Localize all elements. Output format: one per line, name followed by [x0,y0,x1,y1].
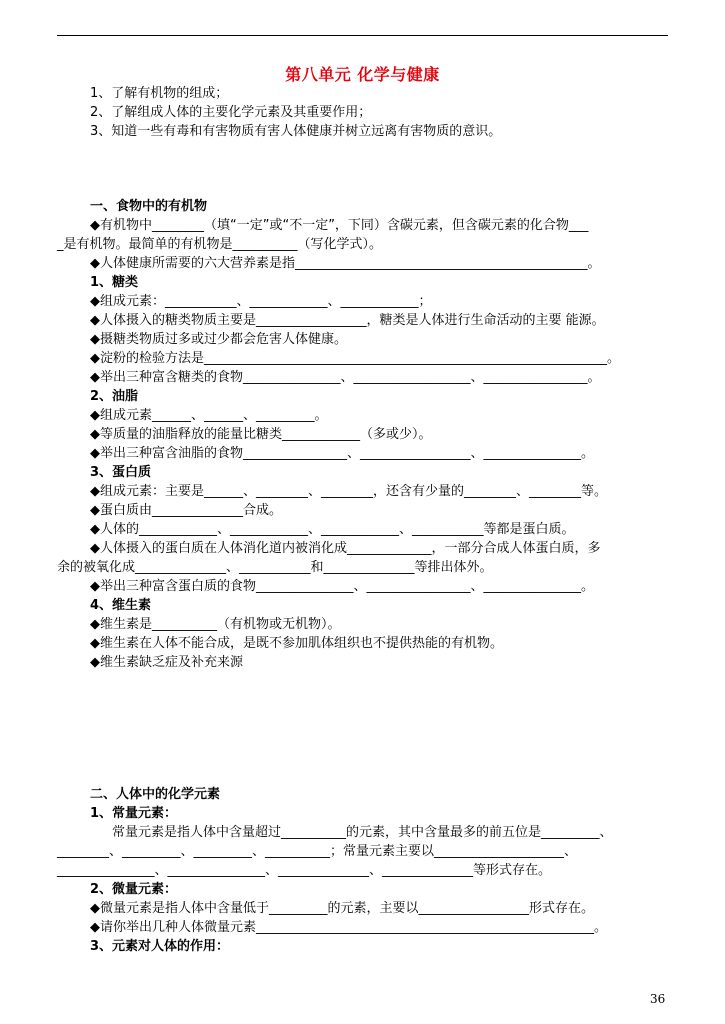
fat-line-1: ◆组成元素______、______、_________。 [90,408,328,423]
subheading-protein: 3、蛋白质 [90,465,152,480]
page-number: 36 [650,992,666,1006]
fat-line-2: ◆等质量的油脂释放的能量比糖类____________（多或少）。 [90,427,432,442]
sugar-line-4: ◆淀粉的检验方法是______________________________________________________________。 [90,351,620,366]
objective-3: 3、知道一些有毒和有害物质有害人体健康并树立远离有害物质的意识。 [90,124,502,139]
protein-line-1: ◆组成元素：主要是______、________、________，还含有少量的________、________等。 [90,484,607,499]
intro-line-2: _是有机物。最简单的有机物是__________（写化学式）。 [57,237,383,252]
subheading-trace: 2、微量元素： [90,882,178,897]
vitamin-line-1: ◆维生素是__________（有机物或无机物）。 [90,617,341,632]
fat-line-3: ◆举出三种富含油脂的食物________________、_________________、_______________。 [90,446,594,461]
vitamin-line-3: ◆维生素缺乏症及补充来源 [90,655,243,670]
sugar-line-1: ◆组成元素：___________、____________、____________； [90,294,432,309]
header-rule [57,35,668,36]
sugar-line-3: ◆摄糖类物质过多或过少都会危害人体健康。 [90,332,347,347]
page-title: 第八单元 化学与健康 [285,65,440,84]
section-heading-organic: 一、食物中的有机物 [90,199,208,214]
subheading-major: 1、常量元素： [90,806,178,821]
subheading-fat: 2、油脂 [90,389,139,404]
intro-line-1: ◆有机物中________（填“一定”或“不一定”，下同）含碳元素，但含碳元素的化合物___ [90,218,589,233]
vitamin-line-2: ◆维生素在人体不能合成，是既不参加肌体组织也不提供热能的有机物。 [90,636,503,651]
subheading-vitamin: 4、维生素 [90,598,152,613]
protein-line-4: ◆人体摄入的蛋白质在人体消化道内被消化成_____________，一部分合成人体蛋白质，多 [90,541,601,556]
protein-line-3: ◆人体的____________、____________、____________、___________等都是蛋白质。 [90,522,575,537]
sugar-line-2: ◆人体摄入的糖类物质主要是_________________，糖类是人体进行生命活动的主要 能源。 [90,313,605,328]
intro-line-3: ◆人体健康所需要的六大营养素是指_____________________________________________。 [90,256,601,271]
major-line-1: 常量元素是指人体中含量超过__________的元素，其中含量最多的前五位是_________、 [112,825,613,840]
protein-line-5: 余的被氧化成______________、___________和______________等排出体外。 [57,560,493,575]
objective-1: 1、了解有机物的组成； [90,86,229,101]
subheading-role: 3、元素对人体的作用： [90,939,230,954]
major-line-2: ________、_________、_________、__________；常量元素主要以____________________、 [57,844,578,859]
protein-line-2: ◆蛋白质由______________合成。 [90,503,282,518]
section-heading-elements: 二、人体中的化学元素 [90,787,221,802]
protein-line-6: ◆举出三种富含蛋白质的食物_______________、________________、_______________。 [90,579,594,594]
major-line-3: _______________、_______________、______________、______________等形式存在。 [57,863,552,878]
trace-line-2: ◆请你举出几种人体微量元素____________________________________________________。 [90,920,607,935]
subheading-sugar: 1、糖类 [90,275,139,290]
sugar-line-5: ◆举出三种富含糖类的食物_______________、__________________、________________。 [90,370,601,385]
objective-2: 2、了解组成人体的主要化学元素及其重要作用； [90,105,372,120]
trace-line-1: ◆微量元素是指人体中含量低于_________的元素，主要以_________________形式存在。 [90,901,594,916]
